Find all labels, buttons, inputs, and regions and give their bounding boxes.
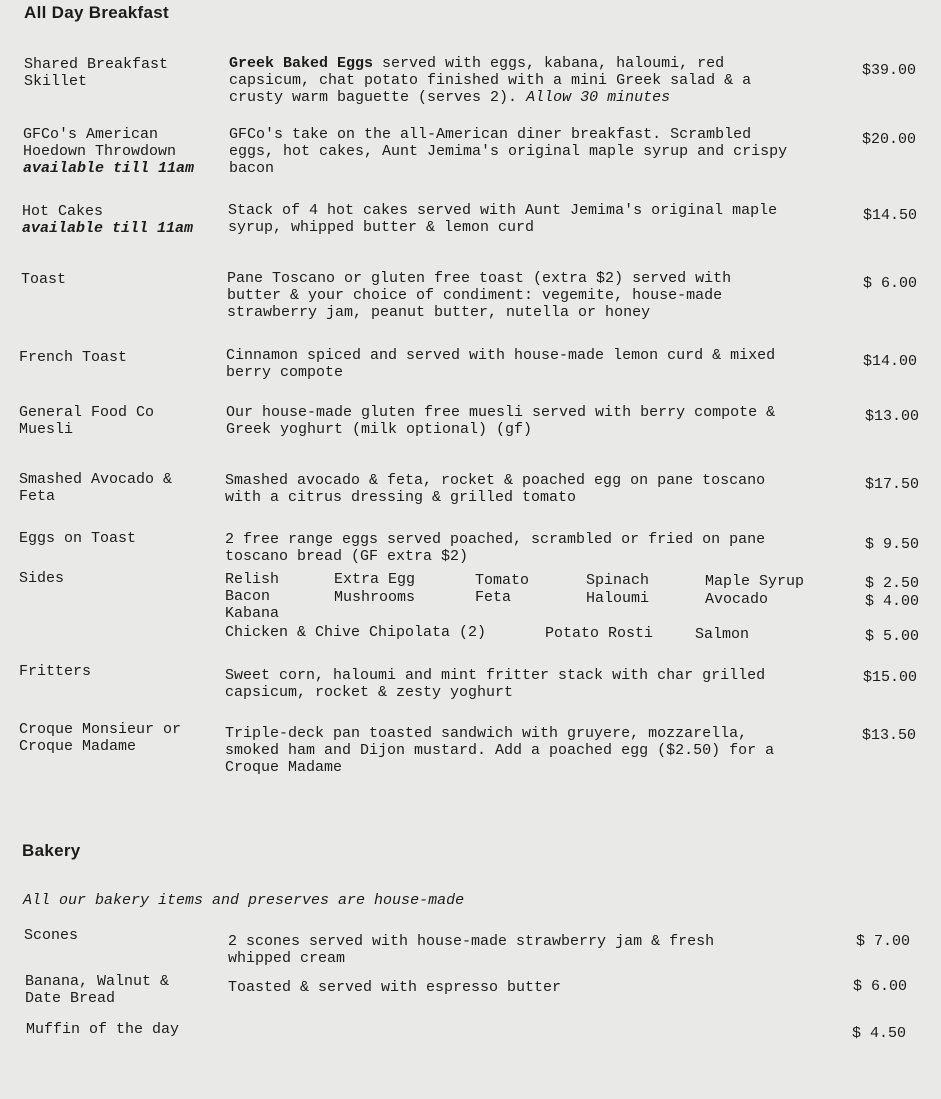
item-desc-toast: Pane Toscano or gluten free toast (extra $2) served with butter & your choice of condiment: vegemite, house-made strawberry jam, peanut butter, nutella or honey xyxy=(227,270,732,321)
sides-option: Maple Syrup xyxy=(705,573,805,590)
sides-option: Kabana xyxy=(225,605,280,622)
item-name-muffin: Muffin of the day xyxy=(26,1021,180,1038)
item-name-fritters: Fritters xyxy=(19,663,92,680)
bakery-heading: Bakery xyxy=(22,841,81,860)
item-desc-eggs-on-toast: 2 free range eggs served poached, scrambled or fried on pane toscano bread (GF extra $2) xyxy=(225,531,766,565)
all-day-breakfast-heading: All Day Breakfast xyxy=(24,3,169,22)
sides-option: Feta xyxy=(475,589,512,606)
item-desc-scones: 2 scones served with house-made strawberry jam & fresh whipped cream xyxy=(228,933,715,967)
item-name-croque: Croque Monsieur or Croque Madame xyxy=(19,721,182,755)
sides-option: Spinach xyxy=(586,572,650,589)
sides-option: Avocado xyxy=(705,591,769,608)
item-desc-french-toast: Cinnamon spiced and served with house-made lemon curd & mixed berry compote xyxy=(226,347,776,381)
item-desc-banana-bread: Toasted & served with espresso butter xyxy=(228,979,562,996)
item-price-toast: $ 6.00 xyxy=(863,275,918,292)
sides-option: Mushrooms xyxy=(334,589,416,606)
item-price-hoedown: $20.00 xyxy=(862,131,917,148)
item-price-banana-bread: $ 6.00 xyxy=(853,978,908,995)
bakery-note: All our bakery items and preserves are house-made xyxy=(23,892,465,909)
sides-option: Salmon xyxy=(695,626,750,643)
item-name-muesli: General Food Co Muesli xyxy=(19,404,155,438)
item-name-scones: Scones xyxy=(24,927,79,944)
item-desc-muesli: Our house-made gluten free muesli served with berry compote & Greek yoghurt (milk optional) (gf) xyxy=(226,404,776,438)
sides-option: Chicken & Chive Chipolata (2) xyxy=(225,624,487,641)
sides-option: Bacon xyxy=(225,588,271,605)
item-name-banana-bread: Banana, Walnut & Date Bread xyxy=(25,973,170,1007)
item-name-toast: Toast xyxy=(21,271,67,288)
item-desc-hoedown: GFCo's take on the all-American diner breakfast. Scrambled eggs, hot cakes, Aunt Jemima's original maple syrup and crispy bacon xyxy=(229,126,788,177)
item-desc-croque: Triple-deck pan toasted sandwich with gruyere, mozzarella, smoked ham and Dijon mustard. Add a poached egg ($2.50) for a Croque Madame xyxy=(225,725,775,776)
item-price-avocado: $17.50 xyxy=(865,476,920,493)
sides-option: Extra Egg xyxy=(334,571,416,588)
item-name-hoedown: GFCo's American Hoedown Throwdown available till 11am xyxy=(23,126,195,177)
item-price-french-toast: $14.00 xyxy=(863,353,918,370)
item-name-hotcakes: Hot Cakes available till 11am xyxy=(22,203,194,237)
item-price-skillet: $39.00 xyxy=(862,62,917,79)
item-desc-fritters: Sweet corn, haloumi and mint fritter stack with char grilled capsicum, rocket & zesty yoghurt xyxy=(225,667,766,701)
item-name-french-toast: French Toast xyxy=(19,349,128,366)
sides-option: Relish xyxy=(225,571,280,588)
item-price-muesli: $13.00 xyxy=(865,408,920,425)
item-price-hotcakes: $14.50 xyxy=(863,207,918,224)
sides-option: Potato Rosti xyxy=(545,625,654,642)
sides-price-tier-1: $ 2.50 xyxy=(865,575,920,592)
sides-option: Haloumi xyxy=(586,590,650,607)
item-name-skillet: Shared Breakfast Skillet xyxy=(24,56,169,90)
sides-option: Tomato xyxy=(475,572,530,589)
item-name-sides: Sides xyxy=(19,570,65,587)
item-desc-skillet: Greek Baked Eggs served with eggs, kabana, haloumi, red capsicum, chat potato finished with a mini Greek salad & a crusty warm baguette (serves 2). Allow 30 minutes xyxy=(229,55,752,106)
item-name-eggs-on-toast: Eggs on Toast xyxy=(19,530,137,547)
item-name-avocado: Smashed Avocado & Feta xyxy=(19,471,173,505)
sides-price-tier-3: $ 5.00 xyxy=(865,628,920,645)
item-price-fritters: $15.00 xyxy=(863,669,918,686)
item-price-eggs-on-toast: $ 9.50 xyxy=(865,536,920,553)
item-price-scones: $ 7.00 xyxy=(856,933,911,950)
item-price-croque: $13.50 xyxy=(862,727,917,744)
item-desc-hotcakes: Stack of 4 hot cakes served with Aunt Jemima's original maple syrup, whipped butter & lemon curd xyxy=(228,202,778,236)
item-price-muffin: $ 4.50 xyxy=(852,1025,907,1042)
sides-price-tier-2: $ 4.00 xyxy=(865,593,920,610)
item-desc-avocado: Smashed avocado & feta, rocket & poached egg on pane toscano with a citrus dressing & grilled tomato xyxy=(225,472,766,506)
